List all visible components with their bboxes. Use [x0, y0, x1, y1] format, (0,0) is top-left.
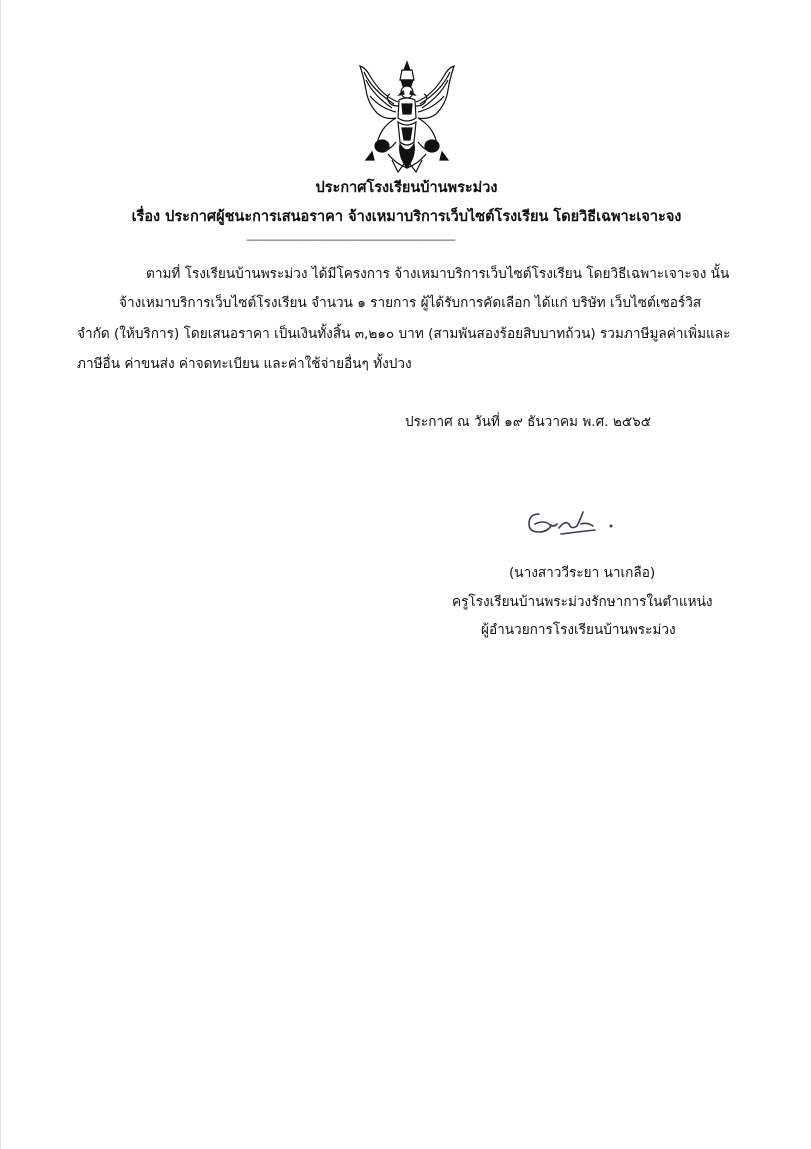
garuda-emblem-icon [352, 56, 462, 178]
body-line-1: ตามที่ โรงเรียนบ้านพระม่วง ได้มีโครงการ จ้างเหมาบริการเว็บไซต์โรงเรียน โดยวิธีเฉพาะเจาะจง นั้น [146, 266, 730, 282]
announcement-title: ประกาศโรงเรียนบ้านพระม่วง [315, 180, 498, 196]
divider-line: -------------------------------------------------------------------------------- [246, 235, 455, 246]
announcement-date: ประกาศ ณ วันที่ ๑๙ ธันวาคม พ.ศ. ๒๕๖๕ [405, 414, 652, 430]
signatory-position-line-2: ผู้อำนวยการโรงเรียนบ้านพระม่วง [481, 622, 676, 638]
body-line-4: ภาษีอื่น ค่าขนส่ง ค่าจดทะเบียน และค่าใช้จ่ายอื่นๆ ทั้งปวง [77, 356, 412, 372]
signatory-position-line-1: ครูโรงเรียนบ้านพระม่วงรักษาการในตำแหน่ง [452, 594, 713, 610]
handwritten-signature [521, 500, 621, 542]
announcement-subject: เรื่อง ประกาศผู้ชนะการเสนอราคา จ้างเหมาบริการเว็บไซต์โรงเรียน โดยวิธีเฉพาะเจาะจง [131, 209, 682, 225]
body-line-2: จ้างเหมาบริการเว็บไซต์โรงเรียน จำนวน ๑ รายการ ผู้ได้รับการคัดเลือก ได้แก่ บริษัท เว็บไซต์เซอร์วิส [119, 295, 702, 311]
signatory-name: (นางสาววีระยา นาเกลือ) [509, 565, 656, 581]
body-line-3: จำกัด (ให้บริการ) โดยเสนอราคา เป็นเงินทั้งสิ้น ๓,๒๑๐ บาท (สามพันสองร้อยสิบบาทถ้วน) รวมภาษีมูลค่าเพิ่มและ [77, 326, 731, 342]
